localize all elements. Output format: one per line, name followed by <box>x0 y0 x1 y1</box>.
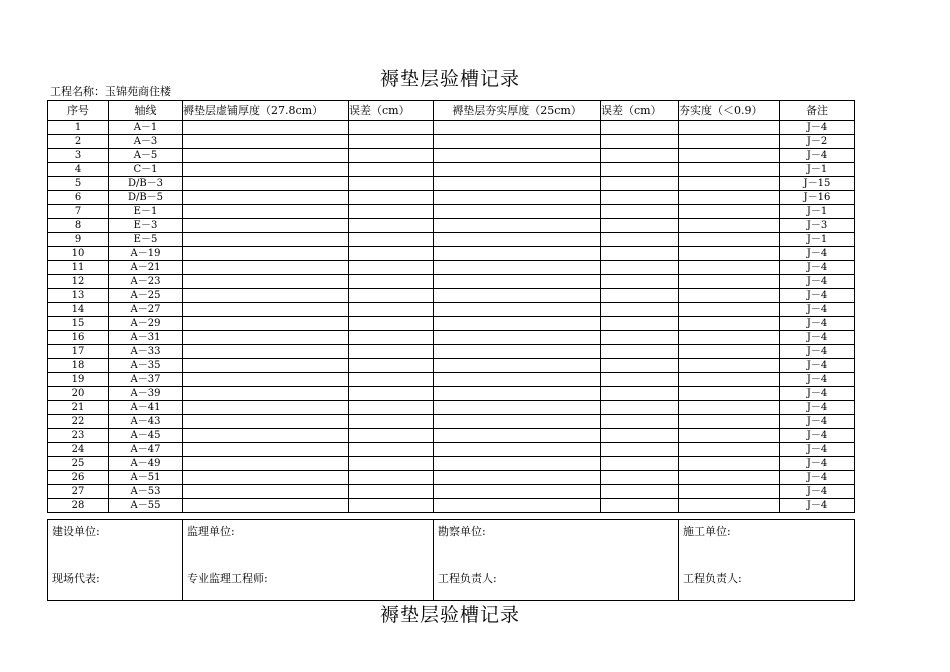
cell-compacted-thickness <box>434 457 601 471</box>
table-row <box>48 457 855 471</box>
supervision-unit-cell <box>183 520 434 601</box>
cell-compaction <box>679 121 780 135</box>
cell-compaction <box>679 149 780 163</box>
table-row <box>48 233 855 247</box>
project-name: 工程名称：玉锦苑商住楼 <box>50 85 171 98</box>
cell-axis: A－35 <box>109 359 183 373</box>
cell-note: J－4 <box>780 485 855 499</box>
cell-axis: A－41 <box>109 401 183 415</box>
cell-error-2 <box>601 331 679 345</box>
cell-error-1 <box>349 331 434 345</box>
cell-error-1 <box>349 275 434 289</box>
cell-note: J－3 <box>780 219 855 233</box>
cell-note: J－1 <box>780 205 855 219</box>
cell-compaction <box>679 191 780 205</box>
table-row <box>48 485 855 499</box>
cell-compacted-thickness <box>434 499 601 513</box>
construction-unit-cell <box>48 520 183 601</box>
cell-no: 8 <box>48 219 109 233</box>
cell-loose-thickness <box>183 317 349 331</box>
cell-compaction <box>679 443 780 457</box>
page-title-repeat: 褥垫层验槽记录 <box>379 604 520 626</box>
table-row <box>48 219 855 233</box>
cell-compacted-thickness <box>434 247 601 261</box>
cell-error-1 <box>349 135 434 149</box>
cell-loose-thickness <box>183 261 349 275</box>
cell-axis: A－55 <box>109 499 183 513</box>
cell-error-2 <box>601 373 679 387</box>
table-row <box>48 359 855 373</box>
cell-note: J－4 <box>780 457 855 471</box>
cell-axis: A－27 <box>109 303 183 317</box>
cell-note: J－4 <box>780 415 855 429</box>
cell-compacted-thickness <box>434 289 601 303</box>
cell-compaction <box>679 177 780 191</box>
table-row <box>48 317 855 331</box>
cell-no: 4 <box>48 163 109 177</box>
header-compaction: 夯实度（＜0.9） <box>679 101 780 121</box>
cell-loose-thickness <box>183 359 349 373</box>
cell-compaction <box>679 373 780 387</box>
cell-note: J－4 <box>780 289 855 303</box>
cell-no: 13 <box>48 289 109 303</box>
cell-compacted-thickness <box>434 163 601 177</box>
cell-no: 26 <box>48 471 109 485</box>
cell-compaction <box>679 317 780 331</box>
table-row <box>48 163 855 177</box>
cell-compaction <box>679 219 780 233</box>
table-header-row <box>48 101 855 121</box>
cell-no: 21 <box>48 401 109 415</box>
cell-axis: A－1 <box>109 121 183 135</box>
cell-axis: A－51 <box>109 471 183 485</box>
cell-loose-thickness <box>183 345 349 359</box>
cell-note: J－4 <box>780 247 855 261</box>
cell-axis: A－3 <box>109 135 183 149</box>
cell-error-1 <box>349 205 434 219</box>
record-table <box>47 100 855 513</box>
cell-note: J－4 <box>780 261 855 275</box>
cell-compacted-thickness <box>434 275 601 289</box>
cell-error-2 <box>601 345 679 359</box>
cell-compaction <box>679 331 780 345</box>
cell-axis: E－5 <box>109 233 183 247</box>
cell-axis: A－25 <box>109 289 183 303</box>
cell-compacted-thickness <box>434 219 601 233</box>
cell-axis: A－47 <box>109 443 183 457</box>
cell-compaction <box>679 485 780 499</box>
table-row <box>48 345 855 359</box>
table-row <box>48 303 855 317</box>
table-row <box>48 247 855 261</box>
table-row <box>48 261 855 275</box>
cell-error-1 <box>349 261 434 275</box>
cell-loose-thickness <box>183 401 349 415</box>
cell-axis: A－31 <box>109 331 183 345</box>
cell-compacted-thickness <box>434 317 601 331</box>
cell-note: J－4 <box>780 373 855 387</box>
cell-axis: A－45 <box>109 429 183 443</box>
cell-compacted-thickness <box>434 345 601 359</box>
signature-table <box>47 519 855 601</box>
cell-error-2 <box>601 387 679 401</box>
cell-error-1 <box>349 345 434 359</box>
table-row <box>48 121 855 135</box>
cell-no: 19 <box>48 373 109 387</box>
cell-loose-thickness <box>183 247 349 261</box>
cell-error-1 <box>349 485 434 499</box>
cell-compacted-thickness <box>434 471 601 485</box>
supervision-unit-label: 监理单位: <box>187 525 235 538</box>
cell-error-2 <box>601 163 679 177</box>
cell-error-2 <box>601 275 679 289</box>
cell-error-2 <box>601 471 679 485</box>
cell-compacted-thickness <box>434 359 601 373</box>
cell-loose-thickness <box>183 457 349 471</box>
cell-axis: A－37 <box>109 373 183 387</box>
cell-loose-thickness <box>183 373 349 387</box>
table-row <box>48 401 855 415</box>
cell-note: J－4 <box>780 303 855 317</box>
cell-loose-thickness <box>183 121 349 135</box>
cell-error-2 <box>601 233 679 247</box>
cell-error-1 <box>349 429 434 443</box>
supervision-engineer-label: 专业监理工程师: <box>187 572 268 585</box>
cell-error-1 <box>349 401 434 415</box>
cell-compacted-thickness <box>434 205 601 219</box>
header-no: 序号 <box>48 101 109 121</box>
cell-note: J－2 <box>780 135 855 149</box>
cell-no: 2 <box>48 135 109 149</box>
cell-error-1 <box>349 177 434 191</box>
cell-loose-thickness <box>183 191 349 205</box>
table-row <box>48 443 855 457</box>
table-row <box>48 205 855 219</box>
cell-loose-thickness <box>183 163 349 177</box>
cell-loose-thickness <box>183 135 349 149</box>
cell-note: J－4 <box>780 345 855 359</box>
cell-compaction <box>679 359 780 373</box>
cell-compaction <box>679 289 780 303</box>
cell-error-2 <box>601 401 679 415</box>
cell-note: J－4 <box>780 275 855 289</box>
cell-no: 22 <box>48 415 109 429</box>
cell-compacted-thickness <box>434 401 601 415</box>
cell-no: 14 <box>48 303 109 317</box>
cell-error-1 <box>349 247 434 261</box>
cell-no: 5 <box>48 177 109 191</box>
cell-note: J－15 <box>780 177 855 191</box>
site-rep-label: 现场代表: <box>52 572 100 585</box>
cell-error-1 <box>349 317 434 331</box>
cell-loose-thickness <box>183 499 349 513</box>
cell-error-1 <box>349 289 434 303</box>
builder-unit-cell <box>679 520 855 601</box>
cell-no: 25 <box>48 457 109 471</box>
cell-error-1 <box>349 233 434 247</box>
cell-axis: A－5 <box>109 149 183 163</box>
construction-unit-label: 建设单位: <box>52 525 100 538</box>
cell-loose-thickness <box>183 303 349 317</box>
cell-note: J－4 <box>780 331 855 345</box>
cell-axis: D/B－5 <box>109 191 183 205</box>
cell-no: 28 <box>48 499 109 513</box>
table-row <box>48 149 855 163</box>
header-error-1: 误差（cm） <box>349 101 434 121</box>
cell-compaction <box>679 205 780 219</box>
cell-loose-thickness <box>183 485 349 499</box>
cell-compaction <box>679 135 780 149</box>
cell-note: J－4 <box>780 317 855 331</box>
cell-error-2 <box>601 191 679 205</box>
cell-axis: A－43 <box>109 415 183 429</box>
cell-error-2 <box>601 121 679 135</box>
cell-note: J－1 <box>780 163 855 177</box>
cell-note: J－1 <box>780 233 855 247</box>
cell-compacted-thickness <box>434 177 601 191</box>
cell-error-2 <box>601 261 679 275</box>
cell-no: 1 <box>48 121 109 135</box>
cell-error-2 <box>601 289 679 303</box>
cell-error-2 <box>601 135 679 149</box>
cell-no: 12 <box>48 275 109 289</box>
table-row <box>48 177 855 191</box>
table-row <box>48 387 855 401</box>
cell-no: 20 <box>48 387 109 401</box>
table-row <box>48 471 855 485</box>
cell-loose-thickness <box>183 471 349 485</box>
cell-error-1 <box>349 163 434 177</box>
cell-axis: A－19 <box>109 247 183 261</box>
table-row <box>48 331 855 345</box>
cell-note: J－4 <box>780 429 855 443</box>
cell-axis: E－1 <box>109 205 183 219</box>
cell-compacted-thickness <box>434 191 601 205</box>
cell-compaction <box>679 163 780 177</box>
cell-compaction <box>679 387 780 401</box>
cell-error-2 <box>601 499 679 513</box>
cell-compacted-thickness <box>434 387 601 401</box>
cell-error-2 <box>601 415 679 429</box>
cell-loose-thickness <box>183 275 349 289</box>
table-row <box>48 191 855 205</box>
cell-compaction <box>679 429 780 443</box>
cell-note: J－4 <box>780 387 855 401</box>
cell-compaction <box>679 471 780 485</box>
cell-compacted-thickness <box>434 233 601 247</box>
header-axis: 轴线 <box>109 101 183 121</box>
cell-error-2 <box>601 485 679 499</box>
cell-no: 23 <box>48 429 109 443</box>
cell-axis: A－21 <box>109 261 183 275</box>
cell-note: J－4 <box>780 471 855 485</box>
cell-loose-thickness <box>183 443 349 457</box>
cell-note: J－4 <box>780 359 855 373</box>
cell-compaction <box>679 345 780 359</box>
builder-lead-label: 工程负责人: <box>683 572 742 585</box>
cell-error-1 <box>349 149 434 163</box>
cell-no: 7 <box>48 205 109 219</box>
cell-no: 3 <box>48 149 109 163</box>
cell-loose-thickness <box>183 219 349 233</box>
cell-error-1 <box>349 471 434 485</box>
cell-loose-thickness <box>183 205 349 219</box>
table-row <box>48 289 855 303</box>
cell-compaction <box>679 233 780 247</box>
cell-compacted-thickness <box>434 149 601 163</box>
table-row <box>48 275 855 289</box>
cell-compacted-thickness <box>434 373 601 387</box>
cell-compacted-thickness <box>434 485 601 499</box>
cell-error-1 <box>349 387 434 401</box>
cell-no: 16 <box>48 331 109 345</box>
table-row <box>48 499 855 513</box>
cell-loose-thickness <box>183 289 349 303</box>
cell-error-1 <box>349 219 434 233</box>
cell-note: J－4 <box>780 443 855 457</box>
cell-error-1 <box>349 443 434 457</box>
header-compacted-thickness: 褥垫层夯实厚度（25cm） <box>434 101 601 121</box>
cell-axis: D/B－3 <box>109 177 183 191</box>
cell-error-2 <box>601 317 679 331</box>
cell-compacted-thickness <box>434 415 601 429</box>
cell-compacted-thickness <box>434 303 601 317</box>
header-loose-thickness: 褥垫层虚铺厚度（27.8cm） <box>183 101 349 121</box>
survey-unit-label: 勘察单位: <box>438 525 486 538</box>
cell-no: 17 <box>48 345 109 359</box>
cell-axis: A－33 <box>109 345 183 359</box>
cell-compacted-thickness <box>434 429 601 443</box>
builder-unit-label: 施工单位: <box>683 525 731 538</box>
cell-error-1 <box>349 373 434 387</box>
cell-error-2 <box>601 429 679 443</box>
cell-no: 6 <box>48 191 109 205</box>
cell-note: J－4 <box>780 401 855 415</box>
cell-axis: C－1 <box>109 163 183 177</box>
cell-compacted-thickness <box>434 121 601 135</box>
cell-note: J－4 <box>780 121 855 135</box>
cell-no: 11 <box>48 261 109 275</box>
cell-error-1 <box>349 359 434 373</box>
cell-error-1 <box>349 303 434 317</box>
cell-error-1 <box>349 121 434 135</box>
cell-axis: A－29 <box>109 317 183 331</box>
cell-error-1 <box>349 415 434 429</box>
table-row <box>48 429 855 443</box>
cell-error-2 <box>601 443 679 457</box>
cell-loose-thickness <box>183 387 349 401</box>
page-title: 褥垫层验槽记录 <box>379 68 520 90</box>
cell-compaction <box>679 499 780 513</box>
cell-loose-thickness <box>183 149 349 163</box>
cell-loose-thickness <box>183 415 349 429</box>
cell-loose-thickness <box>183 429 349 443</box>
cell-loose-thickness <box>183 177 349 191</box>
cell-note: J－4 <box>780 499 855 513</box>
header-error-2: 误差（cm） <box>601 101 679 121</box>
cell-error-2 <box>601 303 679 317</box>
cell-note: J－16 <box>780 191 855 205</box>
cell-compaction <box>679 457 780 471</box>
cell-compaction <box>679 303 780 317</box>
cell-compacted-thickness <box>434 443 601 457</box>
cell-compaction <box>679 261 780 275</box>
cell-error-2 <box>601 247 679 261</box>
cell-compaction <box>679 275 780 289</box>
cell-error-1 <box>349 191 434 205</box>
cell-axis: A－23 <box>109 275 183 289</box>
cell-no: 24 <box>48 443 109 457</box>
cell-error-2 <box>601 205 679 219</box>
cell-axis: E－3 <box>109 219 183 233</box>
cell-compaction <box>679 401 780 415</box>
cell-no: 27 <box>48 485 109 499</box>
cell-no: 15 <box>48 317 109 331</box>
header-note: 备注 <box>780 101 855 121</box>
cell-compacted-thickness <box>434 135 601 149</box>
cell-axis: A－53 <box>109 485 183 499</box>
cell-loose-thickness <box>183 233 349 247</box>
cell-no: 10 <box>48 247 109 261</box>
cell-error-2 <box>601 457 679 471</box>
cell-compaction <box>679 415 780 429</box>
cell-note: J－4 <box>780 149 855 163</box>
cell-compacted-thickness <box>434 261 601 275</box>
cell-axis: A－49 <box>109 457 183 471</box>
cell-no: 9 <box>48 233 109 247</box>
cell-error-2 <box>601 149 679 163</box>
cell-error-1 <box>349 499 434 513</box>
cell-error-2 <box>601 219 679 233</box>
cell-error-2 <box>601 359 679 373</box>
cell-no: 18 <box>48 359 109 373</box>
survey-lead-label: 工程负责人: <box>438 572 497 585</box>
table-row <box>48 373 855 387</box>
table-row <box>48 135 855 149</box>
cell-loose-thickness <box>183 331 349 345</box>
cell-compacted-thickness <box>434 331 601 345</box>
cell-axis: A－39 <box>109 387 183 401</box>
table-row <box>48 415 855 429</box>
cell-error-1 <box>349 457 434 471</box>
cell-error-2 <box>601 177 679 191</box>
survey-unit-cell <box>434 520 679 601</box>
cell-compaction <box>679 247 780 261</box>
